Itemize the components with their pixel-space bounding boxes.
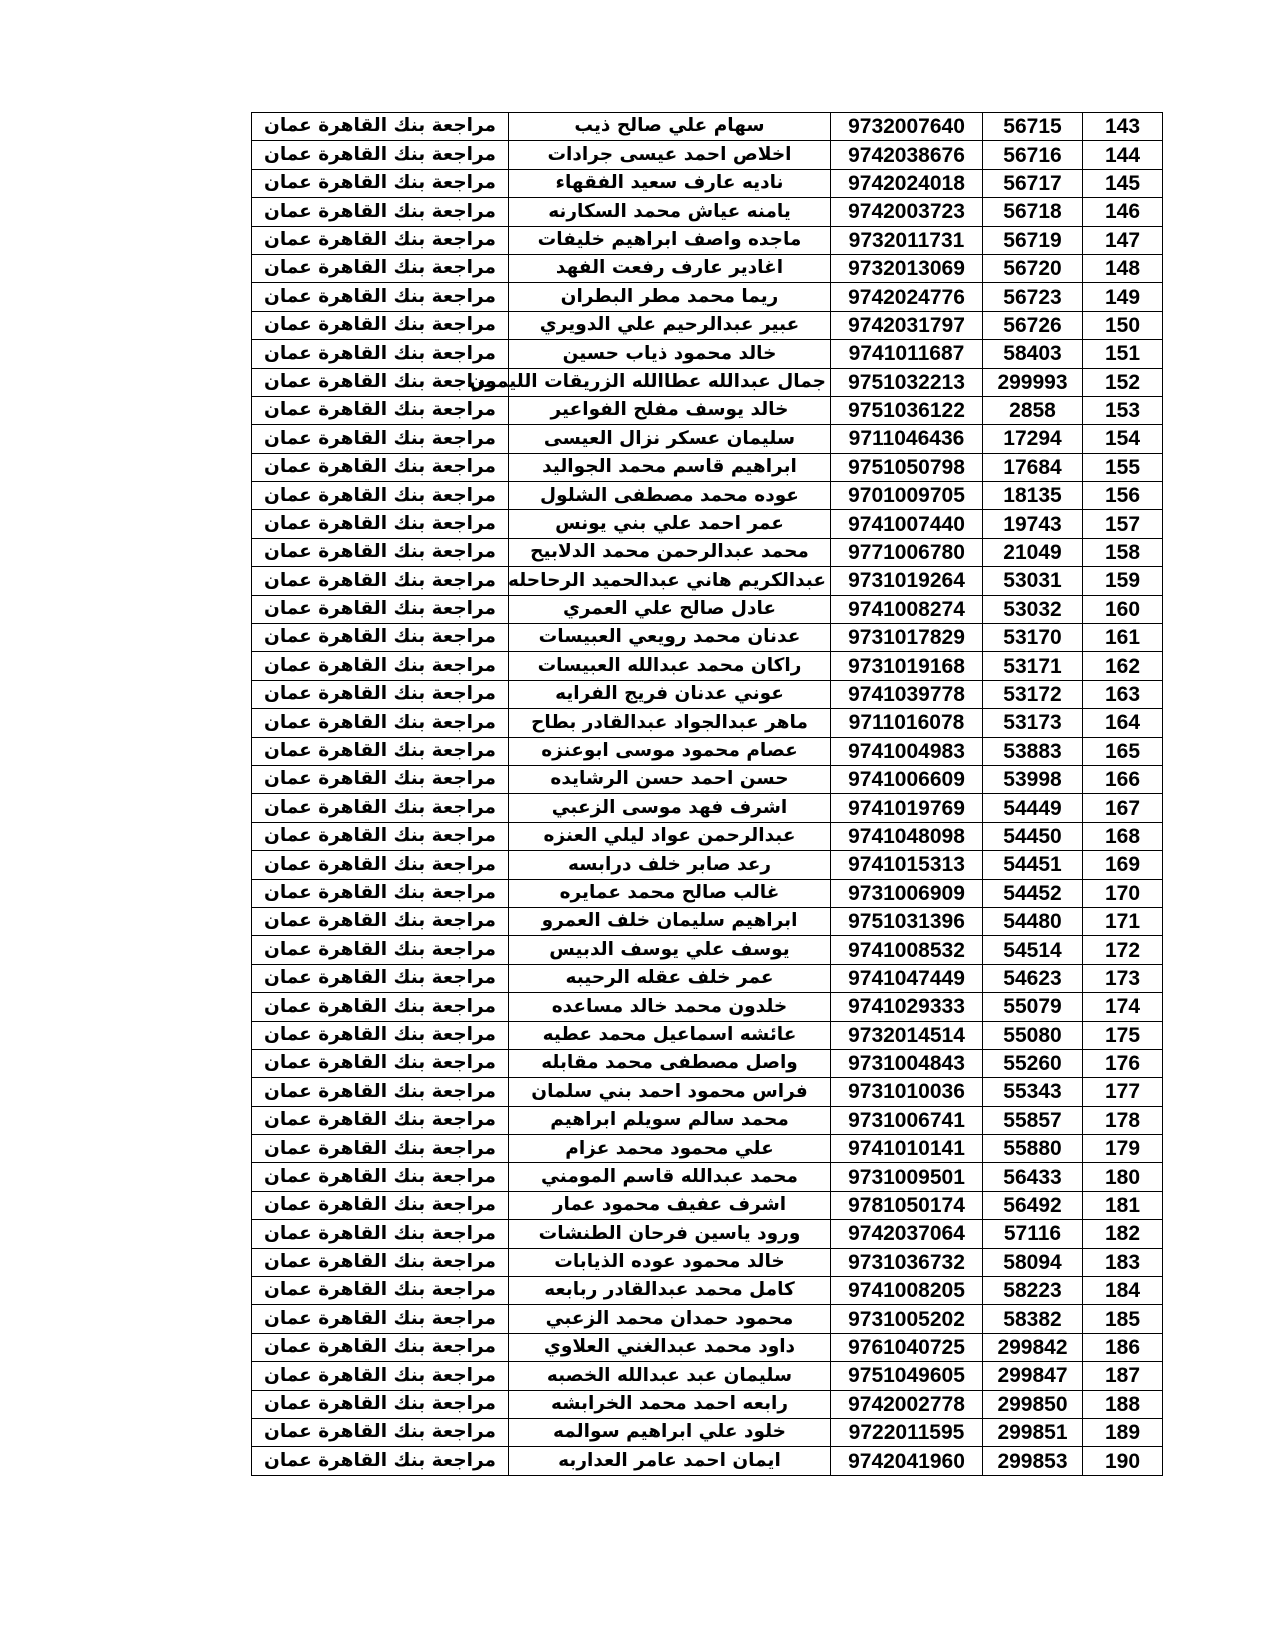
note-cell: مراجعة بنك القاهرة عمان xyxy=(252,311,509,339)
name-cell: عوني عدنان فريج الفرايه xyxy=(509,680,831,708)
national-id-cell: 9731019168 xyxy=(831,652,983,680)
note-cell: مراجعة بنك القاهرة عمان xyxy=(252,964,509,992)
number-cell: 19743 xyxy=(983,510,1083,538)
seq-cell: 163 xyxy=(1083,680,1163,708)
number-cell: 18135 xyxy=(983,482,1083,510)
name-cell: سليمان عسكر نزال العيسى xyxy=(509,425,831,453)
seq-cell: 148 xyxy=(1083,254,1163,282)
name-cell: سهام علي صالح ذيب xyxy=(509,113,831,141)
seq-cell: 169 xyxy=(1083,851,1163,879)
seq-cell: 175 xyxy=(1083,1021,1163,1049)
number-cell: 299993 xyxy=(983,368,1083,396)
national-id-cell: 9751050798 xyxy=(831,453,983,481)
name-cell: عدنان محمد رويعي العبيسات xyxy=(509,624,831,652)
seq-cell: 179 xyxy=(1083,1135,1163,1163)
table-row xyxy=(252,254,1163,282)
table-row xyxy=(252,1362,1163,1390)
name-cell: ورود ياسين فرحان الطنشات xyxy=(509,1220,831,1248)
table-row xyxy=(252,936,1163,964)
note-cell: مراجعة بنك القاهرة عمان xyxy=(252,907,509,935)
note-cell: مراجعة بنك القاهرة عمان xyxy=(252,510,509,538)
table-row xyxy=(252,1277,1163,1305)
seq-cell: 154 xyxy=(1083,425,1163,453)
name-cell: محمد سالم سويلم ابراهيم xyxy=(509,1106,831,1134)
national-id-cell: 9741011687 xyxy=(831,340,983,368)
national-id-cell: 9731006741 xyxy=(831,1106,983,1134)
note-cell: مراجعة بنك القاهرة عمان xyxy=(252,680,509,708)
national-id-cell: 9751049605 xyxy=(831,1362,983,1390)
national-id-cell: 9741004983 xyxy=(831,737,983,765)
number-cell: 56719 xyxy=(983,226,1083,254)
national-id-cell: 9741015313 xyxy=(831,851,983,879)
seq-cell: 182 xyxy=(1083,1220,1163,1248)
seq-cell: 180 xyxy=(1083,1163,1163,1191)
name-cell: ماهر عبدالجواد عبدالقادر بطاح xyxy=(509,709,831,737)
national-id-cell: 9731005202 xyxy=(831,1305,983,1333)
national-id-cell: 9781050174 xyxy=(831,1191,983,1219)
seq-cell: 173 xyxy=(1083,964,1163,992)
national-id-cell: 9732013069 xyxy=(831,254,983,282)
note-cell: مراجعة بنك القاهرة عمان xyxy=(252,113,509,141)
note-cell: مراجعة بنك القاهرة عمان xyxy=(252,340,509,368)
seq-cell: 184 xyxy=(1083,1277,1163,1305)
note-cell: مراجعة بنك القاهرة عمان xyxy=(252,851,509,879)
name-cell: عبدالرحمن عواد ليلي العنزه xyxy=(509,822,831,850)
note-cell: مراجعة بنك القاهرة عمان xyxy=(252,1418,509,1446)
table-row xyxy=(252,1248,1163,1276)
table-row xyxy=(252,1135,1163,1163)
seq-cell: 178 xyxy=(1083,1106,1163,1134)
number-cell: 56716 xyxy=(983,141,1083,169)
seq-cell: 162 xyxy=(1083,652,1163,680)
seq-cell: 160 xyxy=(1083,595,1163,623)
note-cell: مراجعة بنك القاهرة عمان xyxy=(252,737,509,765)
table-row xyxy=(252,652,1163,680)
table-row xyxy=(252,368,1163,396)
national-id-cell: 9741010141 xyxy=(831,1135,983,1163)
national-id-cell: 9751032213 xyxy=(831,368,983,396)
number-cell: 55080 xyxy=(983,1021,1083,1049)
number-cell: 299853 xyxy=(983,1447,1083,1475)
number-cell: 299847 xyxy=(983,1362,1083,1390)
name-cell: كامل محمد عبدالقادر ربابعه xyxy=(509,1277,831,1305)
note-cell: مراجعة بنك القاهرة عمان xyxy=(252,822,509,850)
national-id-cell: 9741008532 xyxy=(831,936,983,964)
table-row xyxy=(252,1078,1163,1106)
note-cell: مراجعة بنك القاهرة عمان xyxy=(252,765,509,793)
table-row xyxy=(252,1191,1163,1219)
name-cell: يامنه عياش محمد السكارنه xyxy=(509,198,831,226)
national-id-cell: 9741006609 xyxy=(831,765,983,793)
table-row xyxy=(252,169,1163,197)
number-cell: 56715 xyxy=(983,113,1083,141)
national-id-cell: 9732014514 xyxy=(831,1021,983,1049)
seq-cell: 156 xyxy=(1083,482,1163,510)
national-id-cell: 9731009501 xyxy=(831,1163,983,1191)
number-cell: 56717 xyxy=(983,169,1083,197)
number-cell: 17684 xyxy=(983,453,1083,481)
seq-cell: 171 xyxy=(1083,907,1163,935)
national-id-cell: 9732011731 xyxy=(831,226,983,254)
table-row xyxy=(252,1220,1163,1248)
table-row xyxy=(252,879,1163,907)
number-cell: 56726 xyxy=(983,311,1083,339)
seq-cell: 189 xyxy=(1083,1418,1163,1446)
seq-cell: 174 xyxy=(1083,993,1163,1021)
note-cell: مراجعة بنك القاهرة عمان xyxy=(252,453,509,481)
table-row xyxy=(252,340,1163,368)
note-cell: مراجعة بنك القاهرة عمان xyxy=(252,1333,509,1361)
table-row xyxy=(252,851,1163,879)
number-cell: 299850 xyxy=(983,1390,1083,1418)
table-row xyxy=(252,538,1163,566)
table-row xyxy=(252,1163,1163,1191)
name-cell: ايمان احمد عامر العداربه xyxy=(509,1447,831,1475)
national-id-cell: 9741048098 xyxy=(831,822,983,850)
name-cell: علي محمود محمد عزام xyxy=(509,1135,831,1163)
table-row xyxy=(252,1021,1163,1049)
national-id-cell: 9771006780 xyxy=(831,538,983,566)
seq-cell: 166 xyxy=(1083,765,1163,793)
national-id-cell: 9742003723 xyxy=(831,198,983,226)
number-cell: 55079 xyxy=(983,993,1083,1021)
name-cell: اشرف عفيف محمود عمار xyxy=(509,1191,831,1219)
seq-cell: 157 xyxy=(1083,510,1163,538)
table-row xyxy=(252,1333,1163,1361)
name-cell: محمد عبدالله قاسم المومني xyxy=(509,1163,831,1191)
national-id-cell: 9741019769 xyxy=(831,794,983,822)
seq-cell: 187 xyxy=(1083,1362,1163,1390)
number-cell: 53172 xyxy=(983,680,1083,708)
number-cell: 299842 xyxy=(983,1333,1083,1361)
number-cell: 54451 xyxy=(983,851,1083,879)
table-row xyxy=(252,709,1163,737)
seq-cell: 153 xyxy=(1083,396,1163,424)
seq-cell: 190 xyxy=(1083,1447,1163,1475)
number-cell: 53883 xyxy=(983,737,1083,765)
national-id-cell: 9741047449 xyxy=(831,964,983,992)
note-cell: مراجعة بنك القاهرة عمان xyxy=(252,1362,509,1390)
number-cell: 21049 xyxy=(983,538,1083,566)
national-id-cell: 9711016078 xyxy=(831,709,983,737)
note-cell: مراجعة بنك القاهرة عمان xyxy=(252,198,509,226)
note-cell: مراجعة بنك القاهرة عمان xyxy=(252,1277,509,1305)
number-cell: 53032 xyxy=(983,595,1083,623)
national-id-cell: 9742024018 xyxy=(831,169,983,197)
number-cell: 58094 xyxy=(983,1248,1083,1276)
records-table-body xyxy=(252,113,1163,1476)
table-row xyxy=(252,993,1163,1021)
table-row xyxy=(252,311,1163,339)
national-id-cell: 9751031396 xyxy=(831,907,983,935)
table-row xyxy=(252,794,1163,822)
seq-cell: 164 xyxy=(1083,709,1163,737)
note-cell: مراجعة بنك القاهرة عمان xyxy=(252,567,509,595)
note-cell: مراجعة بنك القاهرة عمان xyxy=(252,1163,509,1191)
number-cell: 56492 xyxy=(983,1191,1083,1219)
note-cell: مراجعة بنك القاهرة عمان xyxy=(252,482,509,510)
number-cell: 54452 xyxy=(983,879,1083,907)
name-cell: عائشه اسماعيل محمد عطيه xyxy=(509,1021,831,1049)
table-row xyxy=(252,1305,1163,1333)
seq-cell: 185 xyxy=(1083,1305,1163,1333)
note-cell: مراجعة بنك القاهرة عمان xyxy=(252,254,509,282)
name-cell: عمر خلف عقله الرحيبه xyxy=(509,964,831,992)
number-cell: 54449 xyxy=(983,794,1083,822)
seq-cell: 168 xyxy=(1083,822,1163,850)
national-id-cell: 9742041960 xyxy=(831,1447,983,1475)
seq-cell: 143 xyxy=(1083,113,1163,141)
number-cell: 2858 xyxy=(983,396,1083,424)
note-cell: مراجعة بنك القاهرة عمان xyxy=(252,1305,509,1333)
note-cell: مراجعة بنك القاهرة عمان xyxy=(252,1220,509,1248)
seq-cell: 188 xyxy=(1083,1390,1163,1418)
name-cell: محمود حمدان محمد الزعبي xyxy=(509,1305,831,1333)
table-row xyxy=(252,453,1163,481)
seq-cell: 147 xyxy=(1083,226,1163,254)
note-cell: مراجعة بنك القاهرة عمان xyxy=(252,624,509,652)
seq-cell: 183 xyxy=(1083,1248,1163,1276)
name-cell: عبير عبدالرحيم علي الدويري xyxy=(509,311,831,339)
note-cell: مراجعة بنك القاهرة عمان xyxy=(252,709,509,737)
table-row xyxy=(252,283,1163,311)
table-row xyxy=(252,595,1163,623)
seq-cell: 150 xyxy=(1083,311,1163,339)
name-cell: خلود علي ابراهيم سوالمه xyxy=(509,1418,831,1446)
national-id-cell: 9731010036 xyxy=(831,1078,983,1106)
note-cell: مراجعة بنك القاهرة عمان xyxy=(252,879,509,907)
name-cell: سليمان عبد عبدالله الخصبه xyxy=(509,1362,831,1390)
number-cell: 56723 xyxy=(983,283,1083,311)
seq-cell: 161 xyxy=(1083,624,1163,652)
table-row xyxy=(252,1390,1163,1418)
national-id-cell: 9742002778 xyxy=(831,1390,983,1418)
seq-cell: 165 xyxy=(1083,737,1163,765)
name-cell: خلدون محمد خالد مساعده xyxy=(509,993,831,1021)
table-row xyxy=(252,113,1163,141)
table-row xyxy=(252,1049,1163,1077)
note-cell: مراجعة بنك القاهرة عمان xyxy=(252,595,509,623)
number-cell: 57116 xyxy=(983,1220,1083,1248)
note-cell: مراجعة بنك القاهرة عمان xyxy=(252,993,509,1021)
national-id-cell: 9711046436 xyxy=(831,425,983,453)
number-cell: 54450 xyxy=(983,822,1083,850)
national-id-cell: 9701009705 xyxy=(831,482,983,510)
note-cell: مراجعة بنك القاهرة عمان xyxy=(252,425,509,453)
table-row xyxy=(252,624,1163,652)
note-cell: مراجعة بنك القاهرة عمان xyxy=(252,141,509,169)
number-cell: 56433 xyxy=(983,1163,1083,1191)
name-cell: اشرف فهد موسى الزعبي xyxy=(509,794,831,822)
number-cell: 54623 xyxy=(983,964,1083,992)
note-cell: مراجعة بنك القاهرة عمان xyxy=(252,794,509,822)
note-cell: مراجعة بنك القاهرة عمان xyxy=(252,368,509,396)
name-cell: خالد محمود عوده الذيابات xyxy=(509,1248,831,1276)
name-cell: ابراهيم قاسم محمد الجواليد xyxy=(509,453,831,481)
seq-cell: 152 xyxy=(1083,368,1163,396)
number-cell: 53171 xyxy=(983,652,1083,680)
note-cell: مراجعة بنك القاهرة عمان xyxy=(252,936,509,964)
national-id-cell: 9741007440 xyxy=(831,510,983,538)
note-cell: مراجعة بنك القاهرة عمان xyxy=(252,283,509,311)
name-cell: عمر احمد علي بني يونس xyxy=(509,510,831,538)
name-cell: جمال عبدالله عطاالله الزريقات الليمون xyxy=(509,368,831,396)
number-cell: 58403 xyxy=(983,340,1083,368)
name-cell: عصام محمود موسى ابوعنزه xyxy=(509,737,831,765)
seq-cell: 159 xyxy=(1083,567,1163,595)
name-cell: عبدالكريم هاني عبدالحميد الرحاحله xyxy=(509,567,831,595)
seq-cell: 170 xyxy=(1083,879,1163,907)
number-cell: 58223 xyxy=(983,1277,1083,1305)
table-row xyxy=(252,680,1163,708)
table-row xyxy=(252,822,1163,850)
note-cell: مراجعة بنك القاهرة عمان xyxy=(252,1248,509,1276)
national-id-cell: 9722011595 xyxy=(831,1418,983,1446)
number-cell: 53998 xyxy=(983,765,1083,793)
national-id-cell: 9731017829 xyxy=(831,624,983,652)
number-cell: 56718 xyxy=(983,198,1083,226)
records-table xyxy=(251,112,1163,1476)
number-cell: 53173 xyxy=(983,709,1083,737)
seq-cell: 155 xyxy=(1083,453,1163,481)
table-row xyxy=(252,226,1163,254)
seq-cell: 146 xyxy=(1083,198,1163,226)
name-cell: رعد صابر خلف درابسه xyxy=(509,851,831,879)
name-cell: راكان محمد عبدالله العبيسات xyxy=(509,652,831,680)
number-cell: 53031 xyxy=(983,567,1083,595)
national-id-cell: 9742024776 xyxy=(831,283,983,311)
national-id-cell: 9742031797 xyxy=(831,311,983,339)
national-id-cell: 9731036732 xyxy=(831,1248,983,1276)
note-cell: مراجعة بنك القاهرة عمان xyxy=(252,1021,509,1049)
table-row xyxy=(252,141,1163,169)
national-id-cell: 9742037064 xyxy=(831,1220,983,1248)
name-cell: رابعه احمد محمد الخرابشه xyxy=(509,1390,831,1418)
name-cell: خالد محمود ذياب حسين xyxy=(509,340,831,368)
table-row xyxy=(252,1447,1163,1475)
national-id-cell: 9731019264 xyxy=(831,567,983,595)
number-cell: 17294 xyxy=(983,425,1083,453)
national-id-cell: 9732007640 xyxy=(831,113,983,141)
name-cell: اغادير عارف رفعت الفهد xyxy=(509,254,831,282)
table-row xyxy=(252,482,1163,510)
number-cell: 54514 xyxy=(983,936,1083,964)
note-cell: مراجعة بنك القاهرة عمان xyxy=(252,1447,509,1475)
seq-cell: 145 xyxy=(1083,169,1163,197)
name-cell: ماجده واصف ابراهيم خليفات xyxy=(509,226,831,254)
name-cell: خالد يوسف مفلح الفواعير xyxy=(509,396,831,424)
number-cell: 55260 xyxy=(983,1049,1083,1077)
number-cell: 53170 xyxy=(983,624,1083,652)
national-id-cell: 9731006909 xyxy=(831,879,983,907)
note-cell: مراجعة بنك القاهرة عمان xyxy=(252,1191,509,1219)
national-id-cell: 9741008274 xyxy=(831,595,983,623)
table-row xyxy=(252,510,1163,538)
table-row xyxy=(252,964,1163,992)
name-cell: واصل مصطفى محمد مقابله xyxy=(509,1049,831,1077)
seq-cell: 186 xyxy=(1083,1333,1163,1361)
number-cell: 58382 xyxy=(983,1305,1083,1333)
table-row xyxy=(252,396,1163,424)
name-cell: اخلاص احمد عيسى جرادات xyxy=(509,141,831,169)
national-id-cell: 9741029333 xyxy=(831,993,983,1021)
seq-cell: 176 xyxy=(1083,1049,1163,1077)
number-cell: 299851 xyxy=(983,1418,1083,1446)
national-id-cell: 9741039778 xyxy=(831,680,983,708)
name-cell: حسن احمد حسن الرشايده xyxy=(509,765,831,793)
seq-cell: 181 xyxy=(1083,1191,1163,1219)
note-cell: مراجعة بنك القاهرة عمان xyxy=(252,1049,509,1077)
note-cell: مراجعة بنك القاهرة عمان xyxy=(252,396,509,424)
number-cell: 55880 xyxy=(983,1135,1083,1163)
table-row xyxy=(252,765,1163,793)
seq-cell: 158 xyxy=(1083,538,1163,566)
table-row xyxy=(252,567,1163,595)
number-cell: 55343 xyxy=(983,1078,1083,1106)
note-cell: مراجعة بنك القاهرة عمان xyxy=(252,538,509,566)
national-id-cell: 9742038676 xyxy=(831,141,983,169)
national-id-cell: 9741008205 xyxy=(831,1277,983,1305)
name-cell: غالب صالح محمد عمايره xyxy=(509,879,831,907)
seq-cell: 177 xyxy=(1083,1078,1163,1106)
national-id-cell: 9761040725 xyxy=(831,1333,983,1361)
note-cell: مراجعة بنك القاهرة عمان xyxy=(252,1078,509,1106)
seq-cell: 149 xyxy=(1083,283,1163,311)
table-row xyxy=(252,737,1163,765)
seq-cell: 172 xyxy=(1083,936,1163,964)
national-id-cell: 9731004843 xyxy=(831,1049,983,1077)
seq-cell: 144 xyxy=(1083,141,1163,169)
name-cell: عوده محمد مصطفى الشلول xyxy=(509,482,831,510)
note-cell: مراجعة بنك القاهرة عمان xyxy=(252,1390,509,1418)
note-cell: مراجعة بنك القاهرة عمان xyxy=(252,1106,509,1134)
table-row xyxy=(252,907,1163,935)
note-cell: مراجعة بنك القاهرة عمان xyxy=(252,169,509,197)
seq-cell: 151 xyxy=(1083,340,1163,368)
name-cell: محمد عبدالرحمن محمد الدلابيح xyxy=(509,538,831,566)
name-cell: داود محمد عبدالغني العلاوي xyxy=(509,1333,831,1361)
table-row xyxy=(252,1106,1163,1134)
national-id-cell: 9751036122 xyxy=(831,396,983,424)
name-cell: يوسف علي يوسف الدبيس xyxy=(509,936,831,964)
note-cell: مراجعة بنك القاهرة عمان xyxy=(252,652,509,680)
note-cell: مراجعة بنك القاهرة عمان xyxy=(252,1135,509,1163)
name-cell: عادل صالح علي العمري xyxy=(509,595,831,623)
name-cell: فراس محمود احمد بني سلمان xyxy=(509,1078,831,1106)
number-cell: 54480 xyxy=(983,907,1083,935)
name-cell: ناديه عارف سعيد الفقهاء xyxy=(509,169,831,197)
number-cell: 56720 xyxy=(983,254,1083,282)
name-cell: ابراهيم سليمان خلف العمرو xyxy=(509,907,831,935)
name-cell: ريما محمد مطر البطران xyxy=(509,283,831,311)
note-cell: مراجعة بنك القاهرة عمان xyxy=(252,226,509,254)
table-row xyxy=(252,198,1163,226)
table-row xyxy=(252,425,1163,453)
table-row xyxy=(252,1418,1163,1446)
number-cell: 55857 xyxy=(983,1106,1083,1134)
seq-cell: 167 xyxy=(1083,794,1163,822)
